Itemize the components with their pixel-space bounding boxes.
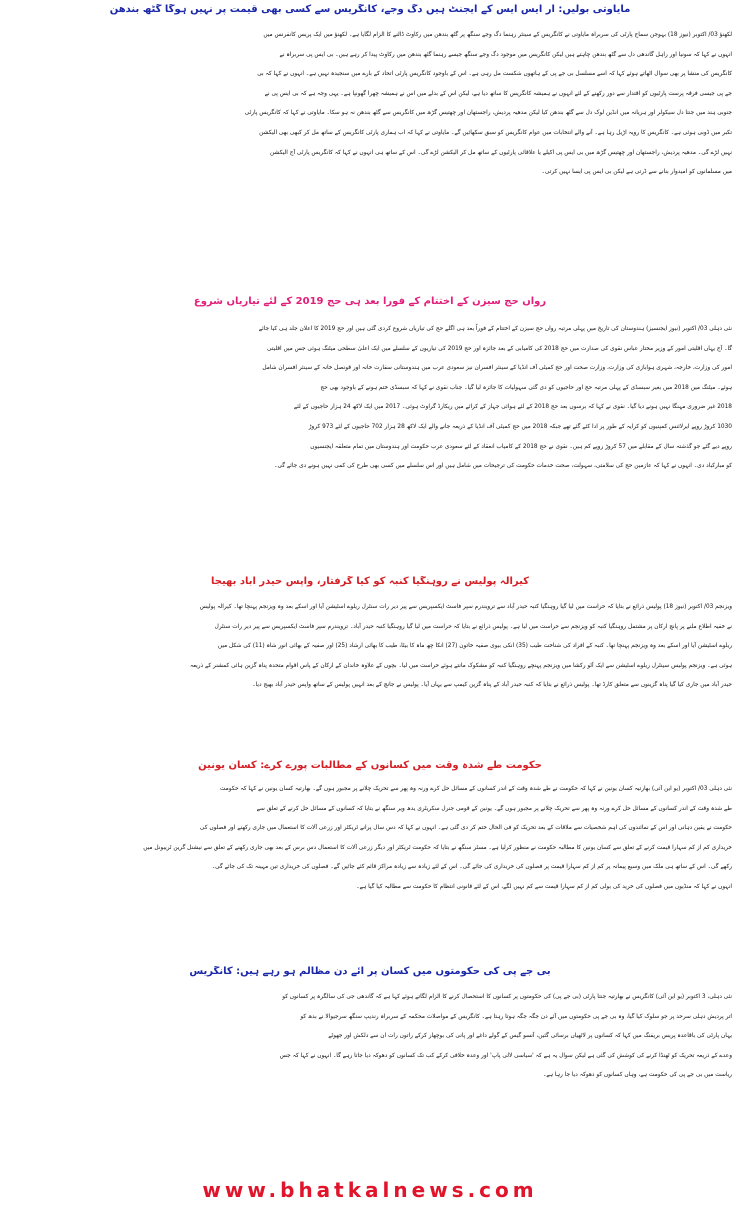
body-line: رکھے گی۔ اس کے ساتھ ہی ملک میں وسیع پیمانہ پر کم از کم سہارا قیمت پر فصلوں کی خریداری کی جائے گی۔ اس کے لئے زیادہ سے زیادہ مراکز قائم کئے جائیں گے۔ فصلوں کی خریداری تین مہینہ تک کی جائے گی۔: [211, 864, 732, 871]
body-line: روپے دیے گئے جو گذشتہ سال کے مقابلے میں 57 کروڑ روپے کم ہیں۔ نقوی نے حج 2018 کے کامیاب انعقاد کے لئے سعودی عرب حکومت اور ہندوستان میں تمام متعلقہ ایجنسیوں: [310, 443, 732, 450]
article-body: [8, 598, 732, 696]
body-line: نہیں لڑے گی۔ مدھیہ پردیش، راجستھان اور چھتیس گڑھ میں بی ایس پی اکیلے یا علاقائی پارٹیوں کے ساتھ مل کر الیکشن لڑے گی۔ اس کے ساتھ ہی انہوں نے کہا کہ کانگریس پارٹی آج الیکشن: [269, 149, 732, 156]
article-headline: کیرالہ پولیس نے روہنگیا کنبہ کو کیا گرفتار، واپس حیدر آباد بھیجا: [210, 576, 529, 587]
body-line: میں مسلمانوں کو امیدوار بنانے سے ڈرتی ہے لیکن بی ایس پی ایسا نہیں کرتی۔: [541, 169, 732, 176]
article-body: [8, 320, 732, 477]
body-line: ریلوے اسٹیشن آیا اور اسکے بعد وہ ویزنجم پہنچا تھا۔ کنبہ کے افراد کی شناخت طیب (35) انکی بیوی صفیہ خاتون (27) انکا چھ ماہ کا بیٹا، طیب کا بھائی ارشاد (25) اور صفیہ کے بھائی انور شاہ (11) کی شکل میں: [217, 643, 732, 650]
body-line: جے پی جیسی فرقہ پرست پارٹیوں کو اقتدار سے دور رکھنے کے لئے انہوں نے ہمیشہ کانگریس کا ساتھ دیا ہے، لیکن اس کے بدلے میں اس نے ہمیشہ چھرا گھونپا ہے۔ یہی وجہ ہے کہ بی ایس پی نے: [264, 90, 732, 97]
body-line: 2018 غیر ضروری مہنگا نہیں ہونے دیا گیا۔ نقوی نے کہا کہ برسوں بعد حج 2018 کے لئے ہوائی جہاز کے کرائے میں ریکارڈ گراوٹ ہوئی۔ 2017 میں ایک لاکھ 24 ہزار حاجیوں کے لئے: [293, 404, 732, 411]
body-line: کانگریس کی منشا پر بھی سوال اٹھاتے ہوئے کہا کہ اسے مسلسل بی جے پی کے ہاتھوں شکست مل رہی ہے۔ اس کے باوجود کانگریس پارٹی اتحاد کے بارے میں سنجیدہ نہیں ہے۔ انہوں نے کہا کہ بی: [257, 71, 732, 78]
body-line: کو مبارکباد دی۔ انہوں نے کہا کہ عازمین حج کی سلامتی، سہولت، صحت خدمات حکومت کی ترجیحات میں شامل ہیں اور اس سلسلے میں کسی بھی طرح کی کمی نہیں ہونے دی جائے گی۔: [274, 463, 732, 470]
article-headline: حکومت طے شدہ وقت میں کسانوں کے مطالبات پورے کرے: کسان یونین: [198, 760, 542, 771]
site-url-watermark: www.bhatkalnews.com: [202, 1178, 538, 1202]
body-line: خریداری کم از کم سہارا قیمت کرنے کے تعلق سے کسان یونین کا مطالبہ حکومت نے منظور کرلیا ہے۔ مسٹر سنگھ نے بتایا کہ حکومت ٹریکٹر اور دیگر زرعی آلات کا استعمال دس برس کے بعد بھی جاری رکھنے کے تعلق سے نیشنل گرین ٹریبونل میں: [143, 844, 732, 851]
body-line: وعدے کے ذریعہ تحریک کو ٹھنڈا کرنے کی کوشش کی گئی ہے لیکن سوال یہ ہے کہ 'سیاسی لالی پاپ' اور وعدہ خلافی کرکے کب تک کسانوں کو دھوکہ دیا جاتا رہے گا۔ انہوں نے کہا کہ جس: [279, 1052, 732, 1059]
body-line: ویزنجم 03/ اکتوبر (نیوز 18) پولیس ذرائع نے بتایا کہ حراست میں لیا گیا روہنگیا کنبہ حیدر آباد سے ترویندرم سپر فاسٹ ایکسپریس سے پیر دیر رات سنٹرل ریلوے اسٹیشن آیا اور اسکے بعد وہ ویزنجم پہنچا تھا۔ کیرالہ پولیس: [199, 604, 732, 610]
article-congress-farmers: [8, 966, 732, 1118]
body-line: ہوئی ہے۔ ویزنجم پولیس سینٹرل ریلوے اسٹیشن سے ایک آٹو رکشا میں ویزنجم پہنچے روہنگیا کنبہ کو مشکوک مانتے ہوئے حراست میں لیا۔ بچوں کے علاوہ خاندان کے ارکان کے پاس اقوام متحدہ پناہ گزین ہائی کمشنر کے ذریعہ: [189, 662, 732, 669]
article-kisan-union: [8, 760, 732, 956]
body-line: ریاست میں بی جے پی کی حکومت ہے، وہاں کسانوں کو دھوکہ دیا جا رہا ہے۔: [542, 1072, 732, 1079]
article-headline: بی جے پی کی حکومتوں میں کسان پر آئے دن مظالم ہو رہے ہیں: کانگریس: [189, 966, 551, 977]
body-line: انہوں نے کہا کہ منڈیوں میں فصلوں کی خرید کی بولی کم از کم سہارا قیمت سے کم نہیں لگے، اس کے لئے قانونی انتظام کا حکومت سے مطالبہ کیا گیا ہے۔: [356, 883, 732, 890]
body-line: تکبر میں ڈوبی ہوئی ہے۔ کانگریس کا رویہ اڑیل رہا ہے۔ آنے والے انتخابات میں عوام کانگریس کو سبق سکھائیں گے۔ مایاوتی نے کہا کہ اب ہماری پارٹی کانگریس کے ساتھ مل کر کبھی بھی الیکشن: [259, 129, 732, 136]
article-headline: رواں حج سیزن کے اختتام کے فوراً بعد ہی حج 2019 کے لئے تیاریاں شروع: [193, 296, 547, 307]
body-line: حیدر آباد میں جاری کیا گیا پناہ گزینوں سے متعلق کارڈ تھا۔ پولیس ذرائع نے بتایا کہ کنبہ حیدر آباد کے پناہ گزین کیمپ سے یہاں آیا۔ پولیس نے جانچ کے بعد انہیں پولیس کے ساتھ واپس حیدر آباد بھیج دیا۔: [252, 682, 732, 689]
body-line: طے شدہ وقت کے اندر کسانوں کے مسائل حل کرے ورنہ وہ پھر سے تحریک چلانے پر مجبور ہوں گے۔ یونین کے قومی جنرل سکریٹری یدھ ویر سنگھ نے بتایا کہ کسانوں کے مسائل حل کرنے کے تعلق سے: [256, 805, 732, 812]
article-mayawati: [8, 4, 732, 288]
article-kerala-police: [8, 576, 732, 752]
body-line: امور کی وزارت، خارجہ، شہری ہوابازی کی وزارت، وزارت صحت اور حج کمیٹی آف انڈیا کے سینئر افسران نیز سعودی عرب میں ہندوستانی سفارت خانہ اور قونصل خانہ کے سینئر افسران شامل: [262, 365, 732, 372]
body-line: نئی دہلی 03/ اکتوبر (یو این آئی) بھارتیہ کسان یونین نے کہا کہ حکومت نے طے شدہ وقت کے اندر کسانوں کے مسائل حل کرے ورنہ وہ پھر سے تحریک چلانے پر مجبور ہوں گے۔ بھارتیہ کسان یونین نے کہا کہ حکومت: [219, 786, 732, 792]
body-line: گا۔ آج یہاں اقلیتی امور کے وزیر مختار عباس نقوی کی صدارت میں حج 2018 کی کامیابی کے بعد جائزہ اور حج 2019 کی تیاریوں کے سلسلے میں ایک اعلیٰ سطحی میٹنگ ہوئی جس میں اقلیتی: [267, 345, 732, 352]
article-headline: مایاوتی بولیں: آر ایس ایس کے ایجنٹ ہیں دگ وجے، کانگریس سے کسی بھی قیمت پر نہیں ہوگا گٹھ بندھن: [109, 4, 631, 15]
article-body: [8, 780, 732, 898]
body-line: حکومت نے یقین دہانی اور اس کے نمائندوں کی اہم شخصیات سے ملاقات کے بعد تحریک کو فی الحال ختم کر دی گئی ہے۔ انہوں نے کہا کہ دس سال پرانے ٹریکٹر اور زرعی آلات کا استعمال میں جاری رکھنے اور فصلوں کی: [199, 825, 732, 832]
article-body: [8, 26, 732, 183]
body-line: نئی دہلی، 3 اکتوبر (یو این آئی) کانگریس نے بھارتیہ جنتا پارٹی (بی جے پی) کی حکومتوں پر کسانوں کا استحصال کرنے کا الزام لگاتے ہوئے کہا ہے کہ گاندھی جی کی سالگرہ پر کسانوں کو: [282, 994, 732, 1000]
body-line: جنوبی ہند میں جنتا دل سیکولر اور ہریانہ میں انڈین لوک دل سے گٹھ بندھن کیا لیکن مدھیہ پردیش، راجستھان اور چھتیس گڑھ میں کانگریس سے گٹھ بندھن نہ ہو سکا۔ مایاوتی نے کہا کہ کانگریس پارٹی: [244, 110, 732, 117]
article-body: [8, 988, 732, 1086]
body-line: 1030 کروڑ روپے ایرلائنس کمپنیوں کو کرایہ کے طور پر ادا کئے گئے تھے جبکہ 2018 میں حج کمیٹی آف انڈیا کے ذریعہ جانے والے ایک لاکھ 28 ہزار 702 حاجیوں کے لئے 973 کروڑ: [308, 423, 732, 430]
body-line: نئی دہلی 03/ اکتوبر (نیوز ایجنسیز) ہندوستان کی تاریخ میں پہلی مرتبہ رواں حج سیزن کے اختتام کے فوراً بعد ہی اگلے حج کی تیاریاں شروع کردی گئی ہیں اور حج 2019 کا اعلان جلد ہی کیا جائے: [258, 326, 732, 332]
article-hajj: [8, 296, 732, 570]
body-line: ہوئے۔ میٹنگ میں 2018 میں بغیر سبسڈی کے پہلی مرتبہ حج اور حاجیوں کو دی گئی سہولیات کا جائزہ لیا گیا۔ جناب نقوی نے کہا کہ سبسڈی ختم ہونے کے باوجود بھی حج: [320, 384, 732, 391]
body-line: یہاں پارٹی کی باقاعدہ پریس بریفنگ میں کہا کہ کسانوں پر لاٹھیاں برسائی گئیں، آنسو گیس کے گولے داغے اور پانی کی بوچھار کرکے راتوں رات ان سے دلکش اور جھوٹے: [328, 1033, 732, 1040]
body-line: اتر پردیش دہلی سرحد پر جو سلوک کیا گیا، وہ بی جے پی حکومتوں میں آئے دن جگہ جگہ ہوتا رہتا ہے۔ کانگریس کے مواصلات محکمہ کے سربراہ رندیپ سنگھ سرجیوالا نے بدھ کو: [300, 1013, 732, 1020]
body-line: لکھنؤ 03/ اکتوبر (نیوز 18) بہوجن سماج پارٹی کی سربراہ مایاوتی نے کانگریس کے سینئر رہنما دگ وجے سنگھ پر گٹھ بندھن میں رکاوٹ ڈالنے کا الزام لگایا ہے۔ لکھنؤ میں ایک پریس کانفرنس میں: [263, 32, 732, 38]
body-line: انہوں نے کہا کہ سونیا اور راہل گاندھی دل سے گٹھ بندھن چاہتے ہیں لیکن کانگریس میں موجود دگ وجے سنگھ جیسے رہنما گٹھ بندھن میں رکاوٹ پیدا کر رہے ہیں۔ بی ایس پی سربراہ نے: [279, 51, 732, 58]
body-line: نے خفیہ اطلاع ملنے پر پانچ ارکان پر مشتمل روہنگیا کنبہ کو ویزنجم سے حراست میں لیا ہے۔ پولیس ذرائع نے بتایا کہ حراست میں لیا گیا روہنگیا کنبہ حیدر آباد۔ ترویندرم سپر فاسٹ ایکسپریس سے پیر دیر رات سنٹرل: [214, 623, 732, 630]
